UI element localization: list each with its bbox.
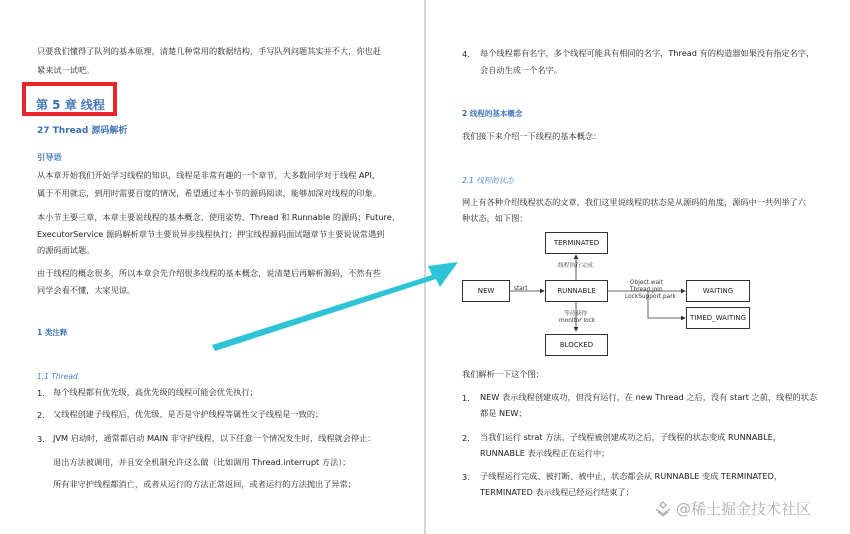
section-2-intro: 我们接下来介绍一下线程的基本概念： (462, 131, 602, 141)
explain-3-line-2: TERMINATED 表示线程已经运行结束了； (480, 487, 634, 497)
state-new: NEW (462, 280, 510, 302)
state-timed-waiting: TIMED_WAITING (686, 307, 750, 329)
label-start: start (514, 286, 528, 292)
section-1-heading: 1 类注释 (37, 328, 68, 337)
list-item-2-number: 2. (37, 410, 45, 420)
paragraph-2-line-3: 的源码面试题。 (37, 245, 95, 255)
paragraph-3-line-1: 由于线程的概念很多，所以本章会先介绍很多线程的基本概念，说清楚后再解析源码，不然有些 (37, 268, 381, 278)
label-thread-done: 线程执行完成 (558, 263, 593, 269)
cyan-arrow-icon (212, 262, 458, 351)
section-2-heading: 2 线程的基本概念 (462, 109, 523, 118)
state-terminated: TERMINATED (545, 232, 608, 254)
explain-1-line-1: NEW 表示线程创建成功，但没有运行，在 new Thread 之后，没有 start 之前，线程的状态 (480, 392, 818, 402)
sub-item-2: 所有非守护线程都消亡，或者从运行的方法正常返回，或者运行的方法抛出了异常； (53, 479, 356, 489)
state-blocked: BLOCKED (545, 334, 608, 356)
explain-2-line-2: RUNNABLE 表示线程正在运行中； (480, 448, 610, 458)
section-2-1-line-2: 种状态，如下图： (462, 213, 528, 223)
explain-3-line-1: 子线程运行完成、被打断、被中止，状态都会从 RUNNABLE 变成 TERMINATED， (480, 471, 783, 481)
section-2-1-heading: 2.1 线程的状态 (462, 176, 514, 185)
label-locksupport-park: LockSupport.park (625, 294, 676, 300)
intro-line-1: 只要我们懂得了队列的基本原理，清楚几种常用的数据结构，手写队列问题其实并不大，你也赶 (37, 46, 381, 56)
list-item-1: 每个线程都有优先级，高优先级的线程可能会优先执行； (53, 387, 258, 397)
chapter-title: 第 5 章 线程 (36, 98, 105, 112)
explain-2-number: 2. (462, 433, 470, 443)
section-2-1-line-1: 网上有各种介绍线程状态的文章，我们这里说线程的状态是从源码的角度，源码中一共列举了六 (462, 197, 806, 207)
list-item-4-number: 4. (462, 49, 470, 59)
state-runnable: RUNNABLE (545, 280, 608, 302)
paragraph-2-line-2: ExecutorService 源码解析章节主要说异步线程执行；押宝线程源码面试题章节主要说说常遇到 (37, 229, 385, 239)
label-wait-lock: 等待获得 (564, 311, 588, 317)
state-waiting: WAITING (686, 280, 750, 302)
paragraph-2-line-1: 本小节主要三章，本章主要说线程的基本概念、使用姿势、Thread 和 Runnable 的源码；Future、 (37, 212, 400, 222)
guide-heading: 引导语 (37, 152, 62, 162)
explain-3-number: 3. (462, 472, 470, 482)
label-monitor-lock: monitor lock (559, 318, 596, 324)
list-item-3-number: 3. (37, 434, 45, 444)
label-object-wait: Object.wait (630, 280, 663, 286)
section-1-1-heading: 1.1 Thread (37, 372, 78, 381)
explain-2-line-1: 当我们运行 strat 方法，子线程被创建成功之后，子线程的状态变成 RUNNABLE， (480, 432, 782, 442)
sub-item-1: 退出方法被调用，并且安全机制允许这么做（比如调用 Thread.interrupt 方法）； (53, 457, 351, 467)
intro-line-2: 紧来试一试吧。 (37, 65, 95, 75)
list-item-4-line-1: 每个线程都有名字，多个线程可能具有相同的名字，Thread 有的构造器如果没有指定名字， (480, 48, 815, 58)
watermark: @稀土掘金技术社区 (676, 500, 812, 518)
paragraph-1-line-1: 从本章开始我们开始学习线程的知识，线程是非常有趣的一个章节，大多数同学对于线程 API， (37, 170, 381, 180)
explain-1-number: 1. (462, 393, 470, 403)
paragraph-3-line-2: 同学会看不懂，大家见谅。 (37, 285, 136, 295)
juejin-logo-icon (654, 500, 672, 518)
section-27-heading: 27 Thread 源码解析 (37, 126, 128, 136)
explain-1-line-2: 都是 NEW； (480, 408, 527, 418)
explain-intro: 我们解析一下这个图： (462, 369, 544, 379)
list-item-3: JVM 启动时，通常都启动 MAIN 非守护线程，以下任意一个情况发生时，线程就会停止： (53, 433, 376, 443)
paragraph-1-line-2: 属于不用就忘，到用时需要百度的情况，希望通过本小节的源码阅读，能够加深对线程的印象。 (37, 188, 381, 198)
list-item-1-number: 1. (37, 388, 45, 398)
label-thread-join: Thread.join (630, 287, 663, 293)
list-item-2: 父线程创建子线程后，优先级、是否是守护线程等属性父子线程是一致的； (53, 409, 324, 419)
list-item-4-line-2: 会自动生成一个名字。 (480, 65, 562, 75)
